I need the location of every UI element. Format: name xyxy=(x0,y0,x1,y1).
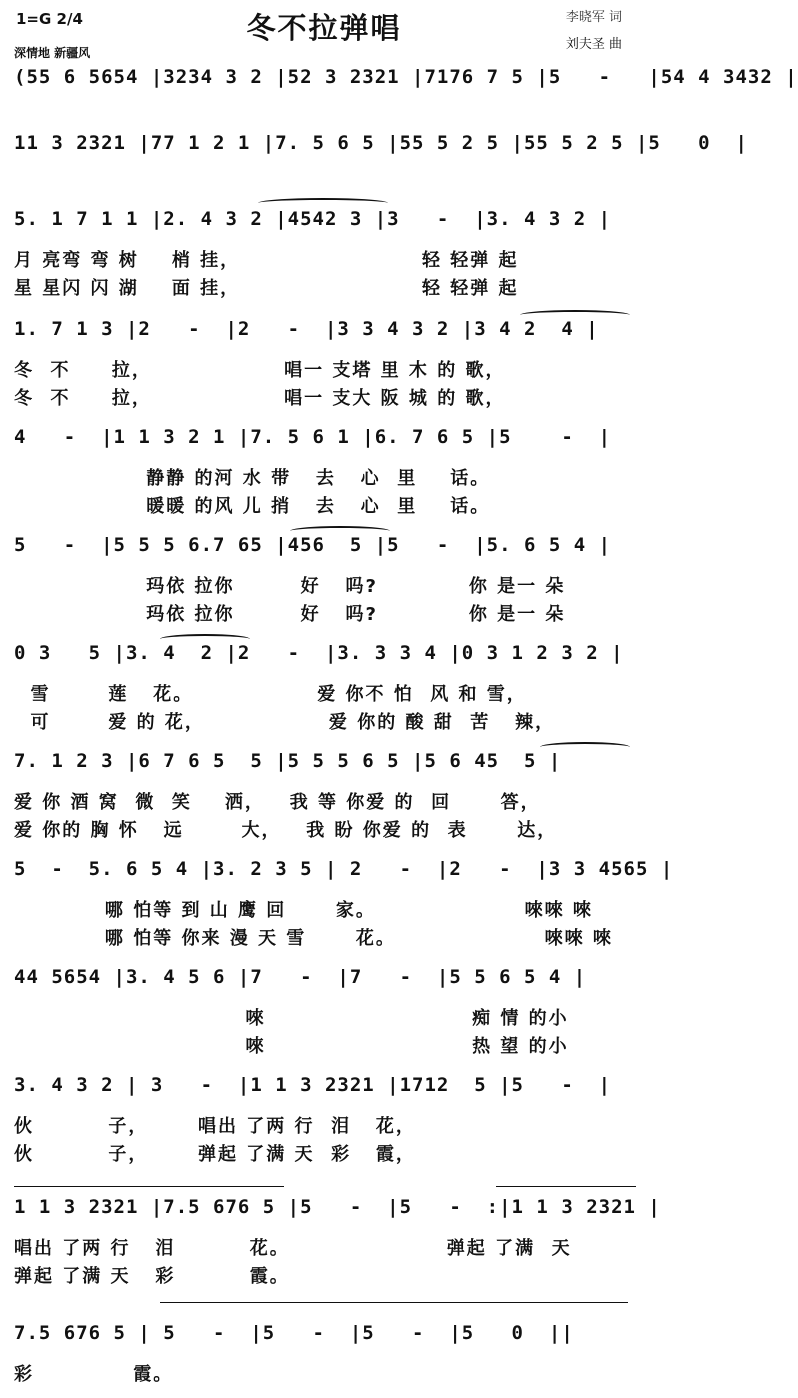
lyric-verse-1: 月 亮弯 弯 树 梢 挂， 轻 轻弹 起 xyxy=(14,250,519,271)
lyric-verse-2: 暖暖 的风 儿 捎 去 心 里 话。 xyxy=(14,496,491,517)
slur xyxy=(290,526,390,536)
lyric-verse-1: 爱 你 酒 窝 微 笑 洒， 我 等 你爱 的 回 答， xyxy=(14,792,541,813)
notation: 1. 7 1 3 |2 - |2 - |3 3 4 3 2 |3 4 2 4 | xyxy=(14,318,599,340)
notation: 5. 1 7 1 1 |2. 4 3 2 |4542 3 |3 - |3. 4 3 2 | xyxy=(14,208,612,230)
notation: 3. 4 3 2 | 3 - |1 1 3 2321 |1712 5 |5 - | xyxy=(14,1074,612,1096)
lyric-verse-2: 玛依 拉你 好 吗? 你 是一 朵 xyxy=(14,604,566,625)
notation: 44 5654 |3. 4 5 6 |7 - |7 - |5 5 6 5 4 | xyxy=(14,966,587,988)
lyric-verse-1: 玛依 拉你 好 吗? 你 是一 朵 xyxy=(14,576,566,597)
lyric-verse-1: 彩 霞。 xyxy=(14,1364,174,1385)
lyric-verse-1: 伙 子， 唱出 了两 行 泪 花， xyxy=(14,1116,416,1137)
notation: 11 3 2321 |77 1 2 1 |7. 5 6 5 |55 5 2 5 |55 5 2 5 |5 0 | xyxy=(14,132,748,154)
notation: (55 6 5654 |3234 3 2 |52 3 2321 |7176 7 5 |5 - |54 4 3432 | xyxy=(14,66,798,88)
notation: 0 3 5 |3. 4 2 |2 - |3. 3 3 4 |0 3 1 2 3 2 | xyxy=(14,642,624,664)
lyricist-credit: 李晓军 词 xyxy=(565,10,622,25)
lyric-verse-1: 哪 怕等 到 山 鹰 回 家。 唻唻 唻 xyxy=(14,900,593,921)
lyric-verse-1: 雪 莲 花。 爱 你不 怕 风 和 雪， xyxy=(14,684,527,705)
lyric-verse-2: 伙 子， 弹起 了满 天 彩 霞， xyxy=(14,1144,416,1165)
lyric-verse-2: 可 爱 的 花， 爱 你的 酸 甜 苦 辣， xyxy=(14,712,556,733)
volta-1-line xyxy=(14,1186,284,1187)
slur xyxy=(520,310,630,320)
notation: 4 - |1 1 3 2 1 |7. 5 6 1 |6. 7 6 5 |5 - | xyxy=(14,426,612,448)
lyric-verse-1: 唱出 了两 行 泪 花。 弹起 了满 天 xyxy=(14,1238,572,1259)
lyric-verse-2: 星 星闪 闪 湖 面 挂， 轻 轻弹 起 xyxy=(14,278,519,299)
volta-2-line xyxy=(496,1186,636,1187)
key-signature: 1=G 2/4 xyxy=(16,10,83,28)
song-title: 冬不拉弹唱 xyxy=(246,11,402,45)
notation: 5 - 5. 6 5 4 |3. 2 3 5 | 2 - |2 - |3 3 4565 | xyxy=(14,858,674,880)
composer-credit: 刘夫圣 曲 xyxy=(565,37,622,52)
lyric-verse-2: 爱 你的 胸 怀 远 大， 我 盼 你爱 的 表 达， xyxy=(14,820,558,841)
lyric-verse-2: 弹起 了满 天 彩 霞。 xyxy=(14,1266,290,1287)
slur xyxy=(160,634,250,644)
lyric-verse-2: 冬 不 拉， 唱一 支大 阪 城 的 歌， xyxy=(14,388,506,409)
notation: 7. 1 2 3 |6 7 6 5 5 |5 5 5 6 5 |5 6 45 5 | xyxy=(14,750,562,772)
slur xyxy=(258,198,388,208)
tempo-style-marking: 深情地 新疆风 xyxy=(14,46,91,60)
notation: 5 - |5 5 5 6.7 65 |456 5 |5 - |5. 6 5 4 | xyxy=(14,534,612,556)
slur xyxy=(540,742,630,752)
lyric-verse-1: 冬 不 拉， 唱一 支塔 里 木 的 歌， xyxy=(14,360,506,381)
lyric-verse-1: 唻 痴 情 的小 xyxy=(14,1008,569,1029)
lyric-verse-2: 唻 热 望 的小 xyxy=(14,1036,569,1057)
tie-line xyxy=(160,1302,628,1303)
lyric-verse-1: 静静 的河 水 带 去 心 里 话。 xyxy=(14,468,491,489)
notation: 7.5 676 5 | 5 - |5 - |5 - |5 0 || xyxy=(14,1322,574,1344)
notation: 1 1 3 2321 |7.5 676 5 |5 - |5 - :|1 1 3 2321 | xyxy=(14,1196,661,1218)
lyric-verse-2: 哪 怕等 你来 漫 天 雪 花。 唻唻 唻 xyxy=(14,928,613,949)
